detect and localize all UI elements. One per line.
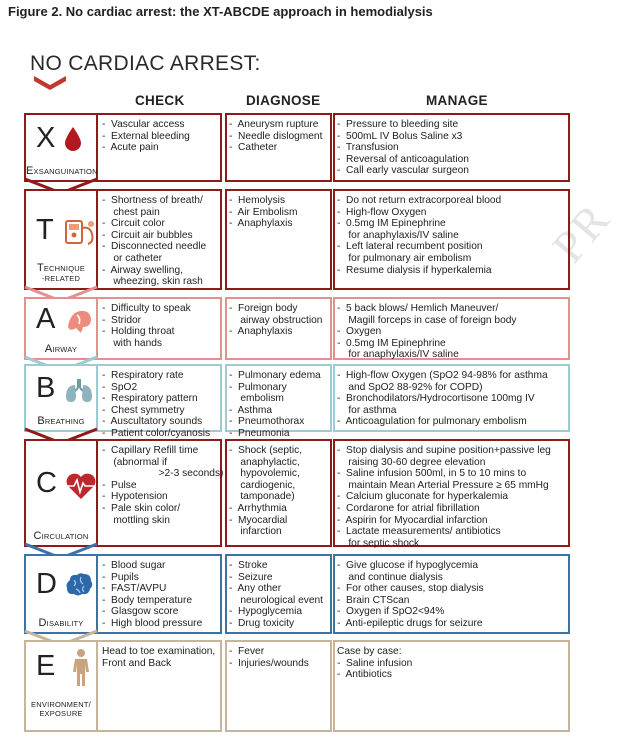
- list-item: - Body temperature: [102, 594, 193, 606]
- list-item: - Give glucose if hypoglycemia: [337, 560, 478, 571]
- list-item: - Resume dialysis if hyperkalemia: [337, 264, 492, 276]
- diagnose-cell: [229, 119, 322, 154]
- label-line: ENVIRONMENT/: [31, 700, 91, 709]
- list-item: - External bleeding: [102, 130, 190, 142]
- list-item: - Anaphylaxis: [229, 326, 293, 338]
- watermark: PR: [541, 193, 620, 272]
- letter-box-b: [24, 364, 98, 432]
- list-item: - 500mL IV Bolus Saline x3: [337, 130, 463, 142]
- list-item: - Circuit color: [102, 218, 165, 230]
- list-item: - Hypoglycemia: [229, 606, 303, 618]
- list-item: airway obstruction: [229, 314, 323, 326]
- label-initial: B: [37, 415, 45, 427]
- label-line: [26, 262, 96, 274]
- list-item: - 5 back blows/ Hemlich Maneuver/: [337, 303, 499, 314]
- label-initial: D: [38, 617, 47, 629]
- list-item: for pulmonary air embolism: [337, 252, 472, 264]
- list-item: - Vascular access: [102, 119, 185, 130]
- list-item: - Blood sugar: [102, 560, 166, 571]
- label-rest: XSANGUINATION: [33, 167, 98, 176]
- letter-box-e: [24, 640, 98, 732]
- airway-icon: [64, 307, 94, 338]
- blood-drop-icon: [64, 126, 82, 157]
- manage-cell: [337, 370, 548, 428]
- diagnose-cell: [229, 195, 298, 230]
- list-item: tamponade): [229, 491, 295, 503]
- brain-icon: [64, 572, 94, 603]
- list-item: and continue dialysis: [337, 571, 443, 583]
- list-item: - Reversal of anticoagulation: [337, 153, 469, 165]
- list-item: - Injuries/wounds: [229, 657, 309, 669]
- check-cell: [102, 445, 223, 526]
- step-label: [26, 700, 96, 718]
- check-cell: [102, 119, 190, 154]
- list-item: - Bronchodilators/Hydrocortisone 100mg IV: [337, 393, 535, 405]
- list-item: - Fever: [229, 646, 265, 657]
- check-cell: [102, 370, 210, 440]
- figure-title: Figure 2. No cardiac arrest: the XT-ABCDE approach in hemodialysis: [8, 4, 433, 19]
- list-item: maintain Mean Arterial Pressure ≥ 65 mmHg: [337, 479, 549, 491]
- list-item: - Stroke: [229, 560, 268, 571]
- list-item: - SpO2: [102, 381, 138, 393]
- list-item: - Pneumonia: [229, 427, 290, 439]
- list-item: - Left lateral recumbent position: [337, 241, 483, 253]
- step-letter: E: [36, 650, 56, 682]
- check-cell: [102, 646, 215, 669]
- list-item: - Patient color/cyanosis: [102, 427, 211, 439]
- list-item: - Needle dislogment: [229, 130, 323, 142]
- label-initial: T: [36, 262, 44, 274]
- list-item: mottling skin: [102, 514, 170, 526]
- lungs-icon: [64, 376, 94, 409]
- list-item: hypovolemic,: [229, 468, 300, 480]
- list-item: with hands: [102, 337, 163, 349]
- step-letter: D: [36, 568, 57, 600]
- list-item: - Foreign body: [229, 303, 298, 314]
- list-item: - Shortness of breath/: [102, 195, 203, 206]
- step-label: [26, 530, 96, 542]
- label-rest: ISABILITY: [46, 619, 84, 628]
- check-cell: [102, 303, 191, 349]
- manage-cell: [337, 195, 501, 276]
- list-item: - Drug toxicity: [229, 617, 295, 629]
- list-item: - Auscultatory sounds: [102, 416, 203, 428]
- list-item: - Brain CTScan: [337, 594, 410, 606]
- step-letter: B: [36, 372, 56, 404]
- manage-cell: [337, 445, 551, 549]
- column-header-manage: MANAGE: [426, 93, 488, 108]
- list-item: - Pneumothorax: [229, 416, 305, 428]
- manage-cell: [337, 646, 412, 681]
- list-item: - Pressure to bleeding site: [337, 119, 459, 130]
- step-label: [26, 343, 96, 355]
- label-rest: IRWAY: [52, 345, 78, 354]
- step-label: [26, 165, 96, 177]
- column-header-diagnose: DIAGNOSE: [246, 93, 321, 108]
- list-item: for septic shock: [337, 537, 420, 549]
- list-item: - Glasgow score: [102, 606, 179, 618]
- list-item: - High-flow Oxygen (SpO2 94-98% for asthma: [337, 370, 548, 381]
- list-item: wheezing, skin rash: [102, 276, 203, 288]
- column-header-check: CHECK: [135, 93, 185, 108]
- list-item: >2-3 seconds): [102, 468, 224, 480]
- label-line: [26, 617, 96, 629]
- list-item: - Shock (septic,: [229, 445, 303, 456]
- list-item: - FAST/AVPU: [102, 583, 167, 595]
- list-item: - Seizure: [229, 571, 273, 583]
- manage-cell: [337, 119, 469, 177]
- list-item: - Lactate measurements/ antibiotics: [337, 526, 501, 538]
- label-rest: ECHNIQUE: [43, 264, 86, 273]
- list-item: - Airway swelling,: [102, 264, 183, 276]
- list-item: - For other causes, stop dialysis: [337, 583, 484, 595]
- list-item: - Asthma: [229, 404, 273, 416]
- list-item: - Disconnected needle: [102, 241, 207, 253]
- list-item: - Calcium gluconate for hyperkalemia: [337, 491, 508, 503]
- list-item: - Difficulty to speak: [102, 303, 191, 314]
- list-item: - Chest symmetry: [102, 404, 185, 416]
- list-item: - Anti-epileptic drugs for seizure: [337, 617, 483, 629]
- diagnose-cell: [229, 445, 302, 538]
- list-item: - Catheter: [229, 142, 278, 154]
- check-text: Head to toe examination, Front and Back: [102, 646, 216, 669]
- check-cell: [102, 195, 206, 288]
- list-item: cardiogenic,: [229, 479, 296, 491]
- step-letter: A: [36, 303, 56, 335]
- list-item: - Respiratory pattern: [102, 393, 198, 405]
- manage-intro: Case by case:: [337, 646, 402, 657]
- list-item: - Saline infusion 500ml, in 5 to 10 mins to: [337, 468, 527, 480]
- label-line: -RELATED: [41, 274, 81, 283]
- list-item: anaphylactic,: [229, 456, 300, 468]
- list-item: - Acute pain: [102, 142, 159, 154]
- step-label: [26, 415, 96, 427]
- list-item: - Hemolysis: [229, 195, 286, 206]
- letter-box-x: [24, 113, 98, 182]
- check-cell: [102, 560, 202, 630]
- label-rest: REATHING: [44, 417, 85, 426]
- step-label: [26, 262, 96, 283]
- list-item: chest pain: [102, 206, 160, 218]
- letter-box-d: [24, 554, 98, 634]
- list-item: - Holding throat: [102, 326, 175, 338]
- list-item: - Call early vascular surgeon: [337, 165, 469, 177]
- manage-cell: [337, 560, 484, 630]
- diagnose-cell: [229, 370, 321, 440]
- list-item: raising 30-60 degree elevation: [337, 456, 486, 468]
- list-item: neurological event: [229, 594, 324, 606]
- list-item: - Anticoagulation for pulmonary embolism: [337, 416, 527, 428]
- list-item: - Capillary Refill time: [102, 445, 199, 456]
- letter-box-t: [24, 189, 98, 290]
- manage-cell: [337, 303, 517, 361]
- list-item: - Saline infusion: [337, 657, 413, 669]
- label-line: [26, 165, 96, 177]
- list-item: - Cordarone for atrial fibrillation: [337, 502, 480, 514]
- list-item: - Pupils: [102, 571, 139, 583]
- list-item: - High blood pressure: [102, 617, 203, 629]
- step-letter: C: [36, 467, 57, 499]
- list-item: - Pulse: [102, 479, 137, 491]
- heart-icon: [64, 471, 98, 506]
- title-chevron-icon: [34, 76, 66, 90]
- label-initial: E: [26, 165, 34, 177]
- list-item: - High-flow Oxygen: [337, 206, 427, 218]
- label-line: EXPOSURE: [39, 709, 83, 718]
- label-line: [26, 415, 96, 427]
- list-item: - Oxygen: [337, 326, 382, 338]
- list-item: (abnormal if: [102, 456, 168, 468]
- label-line: [26, 530, 96, 542]
- list-item: infarction: [229, 526, 282, 538]
- list-item: - Pulmonary edema: [229, 370, 321, 381]
- list-item: - Transfusion: [337, 142, 399, 154]
- list-item: - Pale skin color/: [102, 502, 181, 514]
- diagnose-cell: [229, 560, 323, 630]
- diagnose-cell: [229, 646, 309, 669]
- list-item: - Pulmonary: [229, 381, 287, 393]
- human-body-icon: [70, 648, 92, 693]
- step-letter: T: [36, 213, 54, 246]
- list-item: - Do not return extracorporeal blood: [337, 195, 502, 206]
- list-item: - Anaphylaxis: [229, 218, 293, 230]
- list-item: - Oxygen if SpO2<94%: [337, 606, 445, 618]
- list-item: Magill forceps in case of foreign body: [337, 314, 517, 326]
- list-item: and SpO2 88-92% for COPD): [337, 381, 483, 393]
- step-label: [26, 617, 96, 629]
- label-initial: A: [44, 343, 53, 355]
- list-item: - Antibiotics: [337, 669, 392, 681]
- list-item: - Air Embolism: [229, 206, 298, 218]
- list-item: for asthma: [337, 404, 397, 416]
- list-item: - Stridor: [102, 314, 142, 326]
- list-item: - Any other: [229, 583, 282, 595]
- list-item: - Arrhythmia: [229, 502, 287, 514]
- list-item: for anaphylaxis/IV saline: [337, 229, 459, 241]
- page-title: NO CARDIAC ARREST:: [30, 52, 261, 75]
- list-item: - Aspirin for Myocardial infarction: [337, 514, 488, 526]
- dialysis-machine-icon: [64, 218, 98, 253]
- letter-box-c: [24, 439, 98, 547]
- list-item: - 0.5mg IM Epinephrine: [337, 218, 446, 230]
- label-rest: IRCULATION: [41, 532, 89, 541]
- list-item: - Aneurysm rupture: [229, 119, 319, 130]
- diagnose-cell: [229, 303, 322, 338]
- list-item: for anaphylaxis/IV saline: [337, 349, 459, 361]
- list-item: - 0.5mg IM Epinephrine: [337, 337, 446, 349]
- list-item: - Respiratory rate: [102, 370, 184, 381]
- letter-box-a: [24, 297, 98, 360]
- list-item: - Circuit air bubbles: [102, 229, 193, 241]
- list-item: - Myocardial: [229, 514, 288, 526]
- step-letter: X: [36, 121, 56, 154]
- list-item: or catheter: [102, 252, 163, 264]
- label-initial: C: [33, 530, 42, 542]
- list-item: - Stop dialysis and supine position+passive leg: [337, 445, 551, 456]
- label-line: [26, 343, 96, 355]
- list-item: embolism: [229, 393, 284, 405]
- list-item: - Hypotension: [102, 491, 168, 503]
